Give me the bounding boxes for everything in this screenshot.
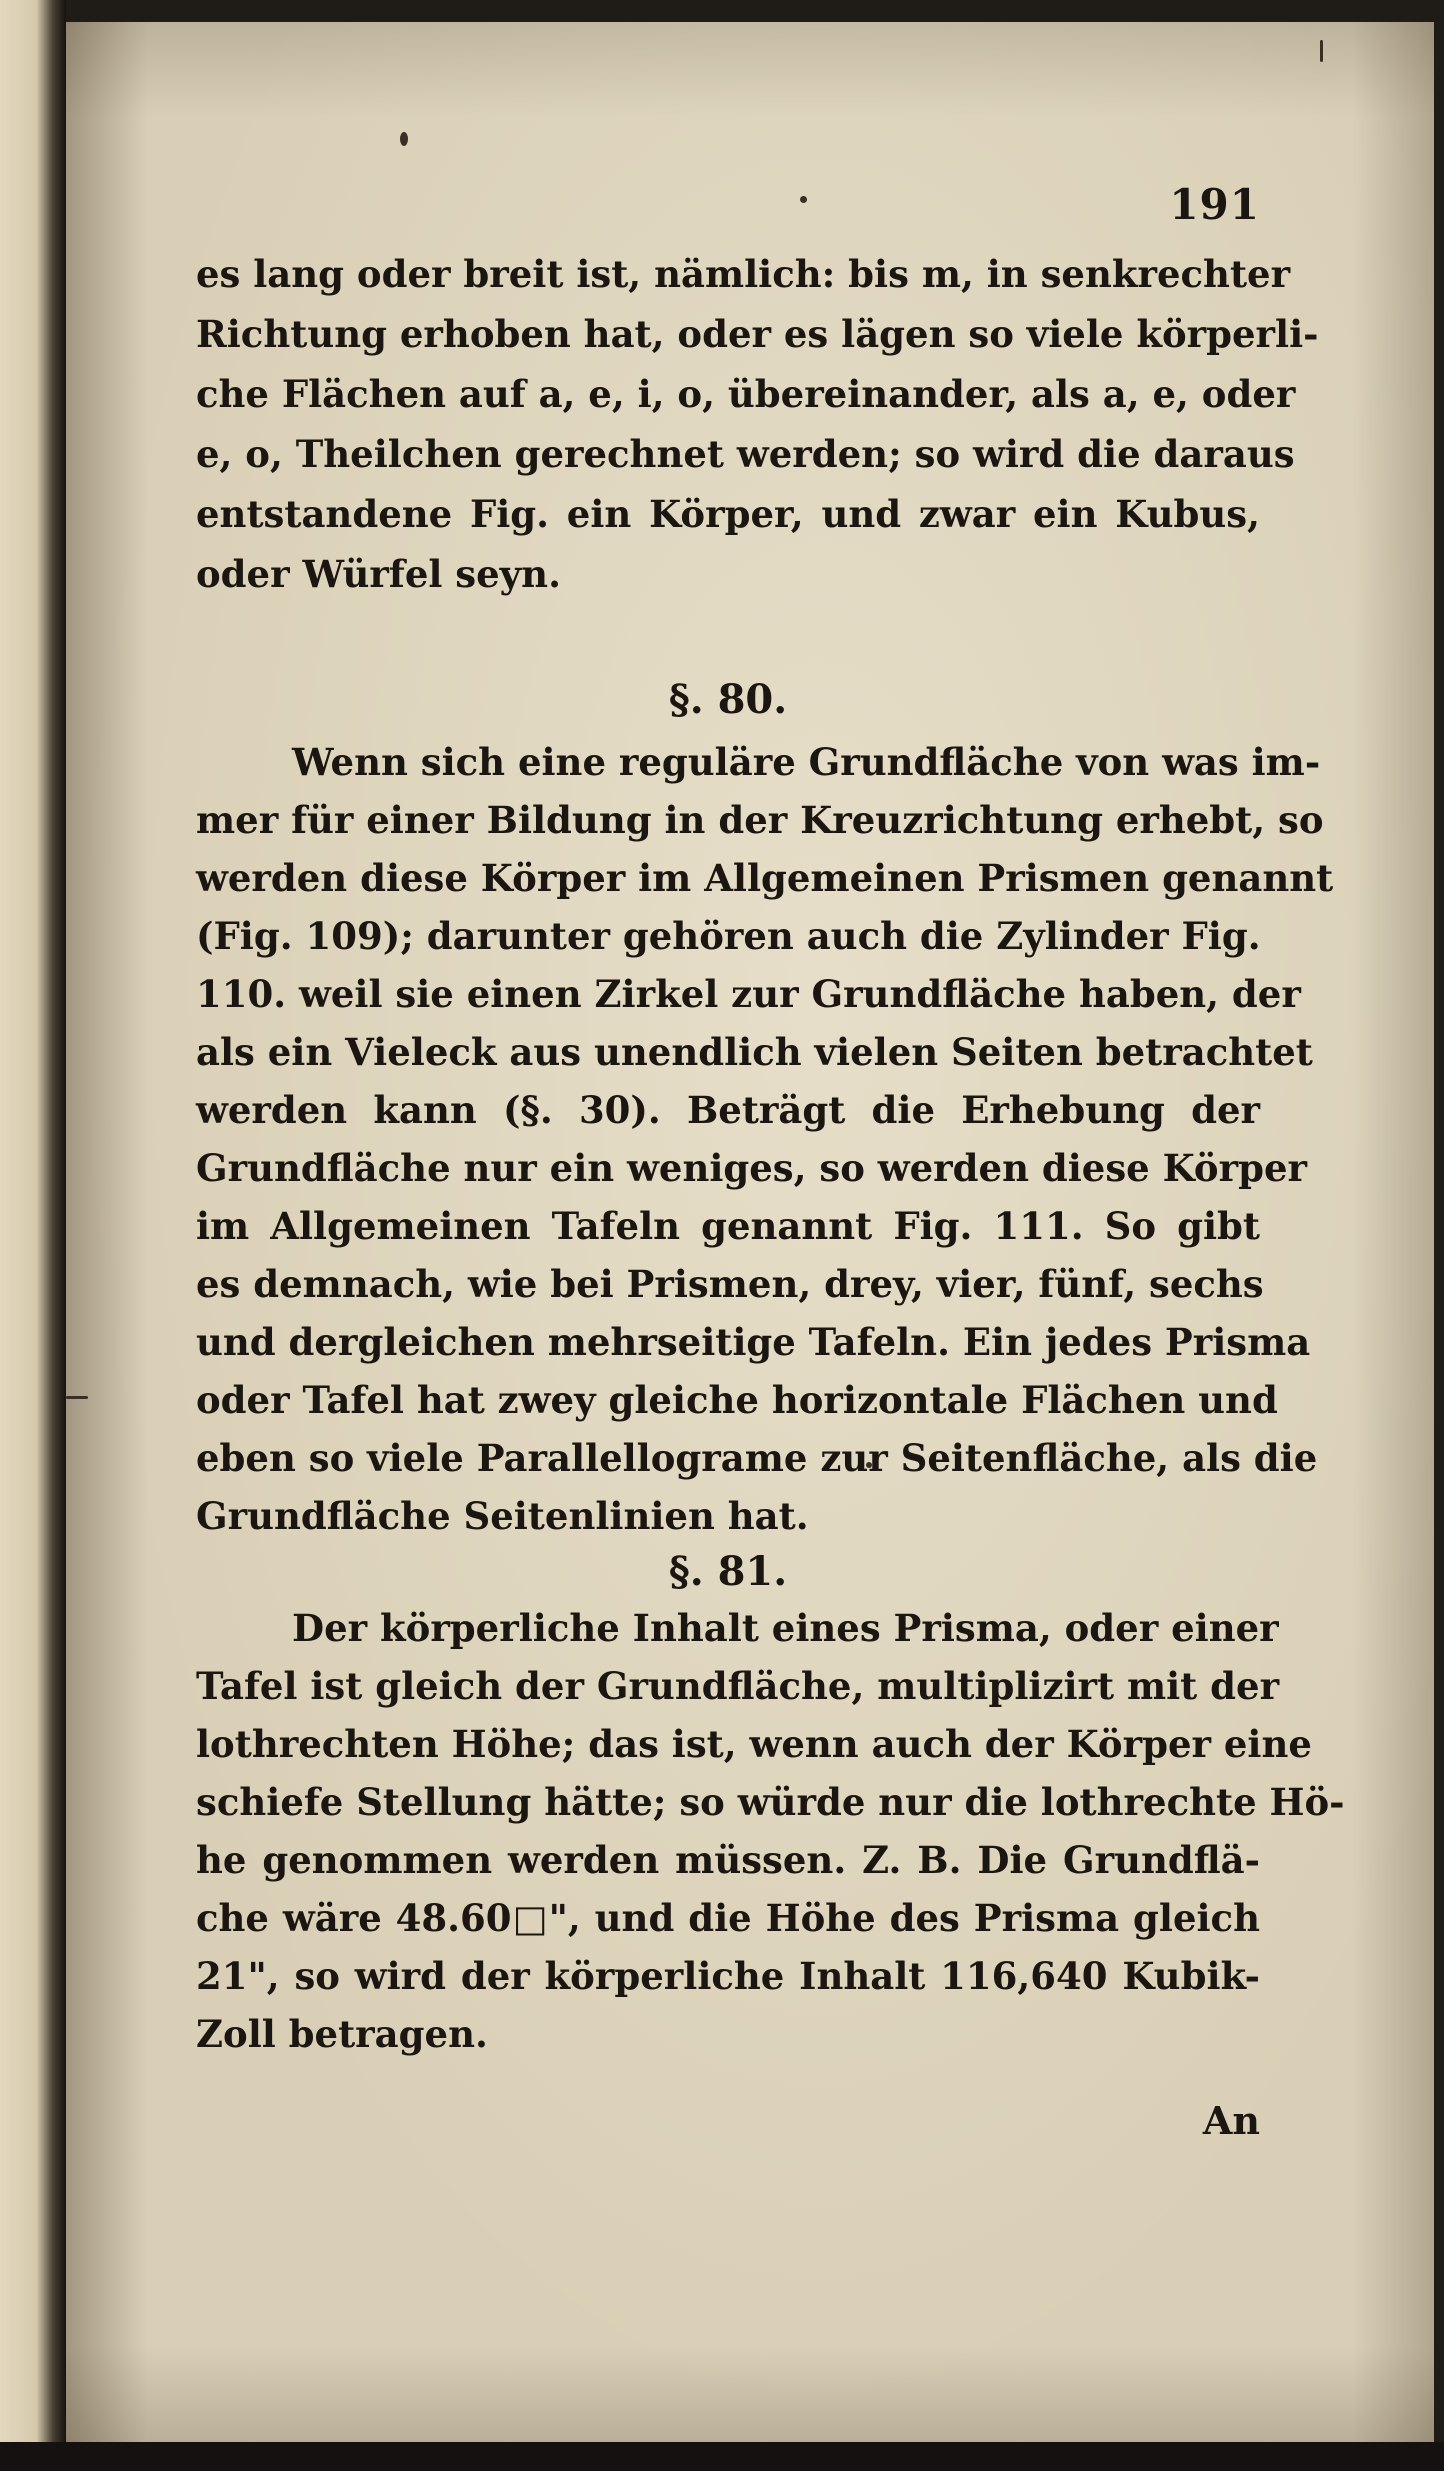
ink-speck — [1320, 40, 1323, 62]
catchword: An — [1202, 2098, 1260, 2143]
text-line: che Flächen auf a, e, i, o, übereinander, als a, e, oder — [196, 372, 1296, 416]
text-line: Grundfläche nur ein weniges, so werden diese Körper — [196, 1146, 1308, 1190]
text-line: Grundfläche Seitenlinien hat. — [196, 1494, 809, 1538]
text-line: und dergleichen mehrseitige Tafeln. Ein jedes Prisma — [196, 1320, 1311, 1364]
text-line: lothrechten Höhe; das ist, wenn auch der Körper eine — [196, 1722, 1312, 1766]
text-line: e, o, Theilchen gerechnet werden; so wird die daraus — [196, 432, 1295, 476]
text-line: Richtung erhoben hat, oder es lägen so viele körperli- — [196, 312, 1319, 356]
text-line: es demnach, wie bei Prismen, drey, vier, fünf, sechs — [196, 1262, 1264, 1306]
text-line: Tafel ist gleich der Grundfläche, multiplizirt mit der — [196, 1664, 1280, 1708]
text-line: 21", so wird der körperliche Inhalt 116,640 Kubik- — [196, 1954, 1260, 1998]
section-heading: §. 80. — [668, 676, 788, 723]
section-heading: §. 81. — [668, 1548, 788, 1595]
text-line: schiefe Stellung hätte; so würde nur die lothrechte Hö- — [196, 1780, 1345, 1824]
text-line: es lang oder breit ist, nämlich: bis m, in senkrechter — [196, 252, 1291, 296]
text-line: oder Tafel hat zwey gleiche horizontale Flächen und — [196, 1378, 1278, 1422]
text-line: che wäre 48.60□", und die Höhe des Prisma gleich — [196, 1896, 1260, 1940]
text-line: entstandene Fig. ein Körper, und zwar ein Kubus, — [196, 492, 1260, 536]
ink-speck — [800, 196, 807, 203]
text-line: Zoll betragen. — [196, 2012, 488, 2056]
facing-page-edge — [0, 0, 66, 2471]
text-line: he genommen werden müssen. Z. B. Die Grundflä- — [196, 1838, 1260, 1882]
scan-bottom-border — [0, 2442, 1444, 2471]
text-line: Der körperliche Inhalt eines Prisma, oder einer — [292, 1606, 1279, 1650]
text-line: (Fig. 109); darunter gehören auch die Zylinder Fig. — [196, 914, 1261, 958]
ink-speck — [400, 132, 408, 146]
ink-speck — [66, 1396, 88, 1399]
text-line: im Allgemeinen Tafeln genannt Fig. 111. So gibt — [196, 1204, 1260, 1248]
text-line: 110. weil sie einen Zirkel zur Grundfläche haben, der — [196, 972, 1301, 1016]
text-line: als ein Vieleck aus unendlich vielen Seiten betrachtet — [196, 1030, 1313, 1074]
text-line: werden diese Körper im Allgemeinen Prismen genannt — [196, 856, 1334, 900]
text-line: oder Würfel seyn. — [196, 552, 561, 596]
text-line: werden kann (§. 30). Beträgt die Erhebung der — [196, 1088, 1260, 1132]
text-line: mer für einer Bildung in der Kreuzrichtung erhebt, so — [196, 798, 1324, 842]
page-number: 191 — [1169, 180, 1260, 229]
text-line: Wenn sich eine reguläre Grundfläche von was im- — [292, 740, 1321, 784]
text-line: eben so viele Parallellograme zur Seitenfläche, als die — [196, 1436, 1318, 1480]
